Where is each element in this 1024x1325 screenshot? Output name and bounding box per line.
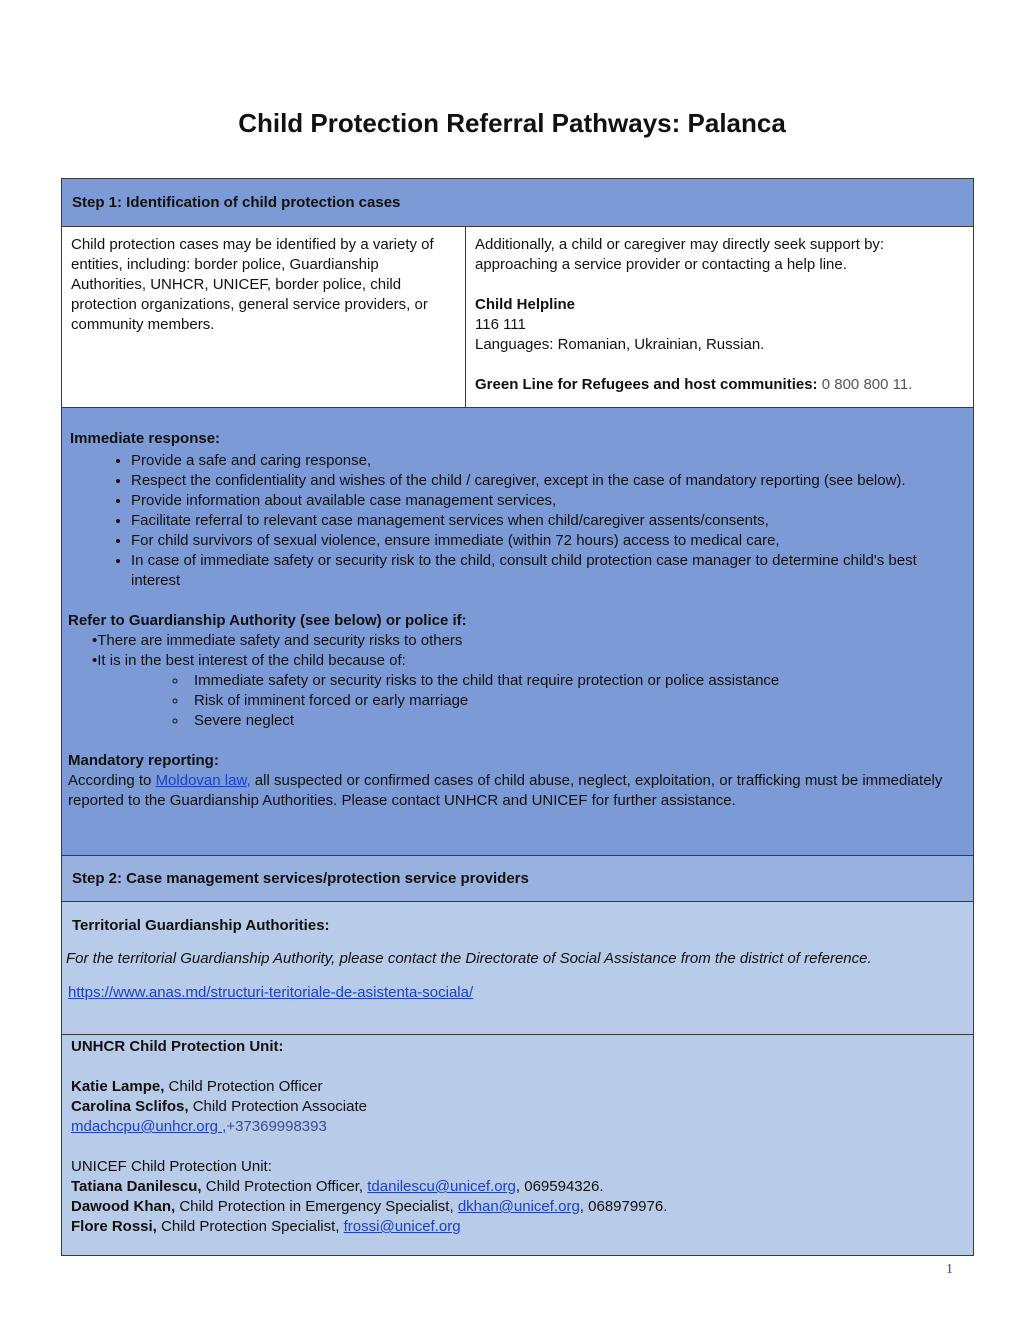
unhcr-phone: +37369998393	[226, 1118, 327, 1135]
step1-right-cell	[466, 227, 973, 407]
refer-heading: Refer to Guardianship Authority (see below) or police if:	[68, 612, 467, 629]
step1-header	[62, 179, 973, 227]
territorial-heading: Territorial Guardianship Authorities:	[72, 917, 330, 934]
list-item: • Facilitate referral to relevant case management services when child/caregiver assents/consents,	[131, 511, 965, 531]
immediate-response-heading: Immediate response:	[70, 430, 221, 447]
list-item: Dawood Khan, Child Protection in Emergency Specialist, dkhan@unicef.org, 068979976.	[71, 1198, 668, 1215]
list-item: • Respect the confidentiality and wishes of the child / caregiver, except in the case of mandatory reporting (see below).	[131, 471, 965, 491]
mandatory-text: According to Moldovan law, all suspected or confirmed cases of child abuse, neglect, exploitation, or trafficking must be immediately reported to the Guardianship Authorities. Please contact UNHCR and UNICEF for further assistance.	[68, 772, 943, 809]
email-link[interactable]: dkhan@unicef.org	[457, 1198, 580, 1215]
green-line	[475, 375, 964, 395]
green-line-number: 0 800 800 11.	[821, 376, 913, 393]
list-item: • Provide a safe and caring response,	[131, 451, 965, 471]
immediate-response-list	[68, 451, 965, 591]
territorial-link[interactable]: https://www.anas.md/structuri-teritoriale-de-asistenta-sociala/	[68, 984, 474, 1001]
list-item: Carolina Sclifos, Child Protection Associate	[71, 1098, 367, 1115]
helpline-number: 116 111	[475, 316, 526, 333]
step1-left-cell	[62, 227, 466, 407]
email-link[interactable]: frossi@unicef.org	[343, 1218, 461, 1235]
list-item: • Provide information about available case management services,	[131, 491, 965, 511]
list-item: Katie Lampe, Child Protection Officer	[71, 1078, 323, 1095]
helpline-label: Child Helpline	[475, 296, 576, 313]
step1-body	[62, 227, 973, 408]
contacts-section	[62, 1035, 973, 1255]
territorial-note: For the territorial Guardianship Authority, please contact the Directorate of Social Assistance from the district of reference.	[66, 950, 872, 967]
moldovan-law-link[interactable]: Moldovan law,	[155, 772, 251, 789]
mandatory-heading: Mandatory reporting:	[68, 752, 219, 769]
refer-sub-list	[68, 671, 965, 731]
unhcr-contact-line	[71, 1117, 965, 1137]
territorial-section	[62, 902, 973, 1035]
unhcr-heading: UNHCR Child Protection Unit:	[71, 1038, 284, 1055]
step2-header-text: Step 2: Case management services/protection service providers	[72, 870, 529, 887]
email-link[interactable]: tdanilescu@unicef.org	[367, 1178, 516, 1195]
response-section	[62, 408, 973, 856]
list-item: Flore Rossi, Child Protection Specialist, frossi@unicef.org	[71, 1218, 461, 1235]
list-item: •It is in the best interest of the child because of:	[92, 652, 406, 669]
list-item: ◦ Risk of imminent forced or early marriage	[188, 691, 965, 711]
list-item: ◦ Severe neglect	[188, 711, 965, 731]
list-item: ◦ Immediate safety or security risks to the child that require protection or police assistance	[188, 671, 965, 691]
identification-text: Child protection cases may be identified by a variety of entities, including: border police, Guardianship Authorities, UNHCR, UNICEF, border police, child protection organizations, general service providers, or community members.	[71, 236, 434, 333]
direct-support-text: Additionally, a child or caregiver may directly seek support by: approaching a service provider or contacting a help line.	[475, 236, 885, 273]
list-item: • In case of immediate safety or security risk to the child, consult child protection case manager to determine child's best interest	[131, 551, 965, 591]
unicef-heading: UNICEF Child Protection Unit:	[71, 1158, 272, 1175]
helpline-languages: Languages: Romanian, Ukrainian, Russian.	[475, 336, 765, 353]
green-line-label: Green Line for Refugees and host communities:	[475, 376, 818, 393]
step2-header	[62, 856, 973, 902]
unhcr-email-link[interactable]: mdachcpu@unhcr.org ,	[71, 1118, 227, 1135]
list-item: Tatiana Danilescu, Child Protection Officer, tdanilescu@unicef.org, 069594326.	[71, 1178, 604, 1195]
referral-table	[61, 178, 974, 1256]
list-item: •There are immediate safety and security risks to others	[92, 632, 463, 649]
list-item: • For child survivors of sexual violence, ensure immediate (within 72 hours) access to medical care,	[131, 531, 965, 551]
page-number: 1	[946, 1262, 953, 1277]
step1-header-text: Step 1: Identification of child protection cases	[72, 194, 401, 211]
page-title: Child Protection Referral Pathways: Palanca	[238, 108, 786, 138]
